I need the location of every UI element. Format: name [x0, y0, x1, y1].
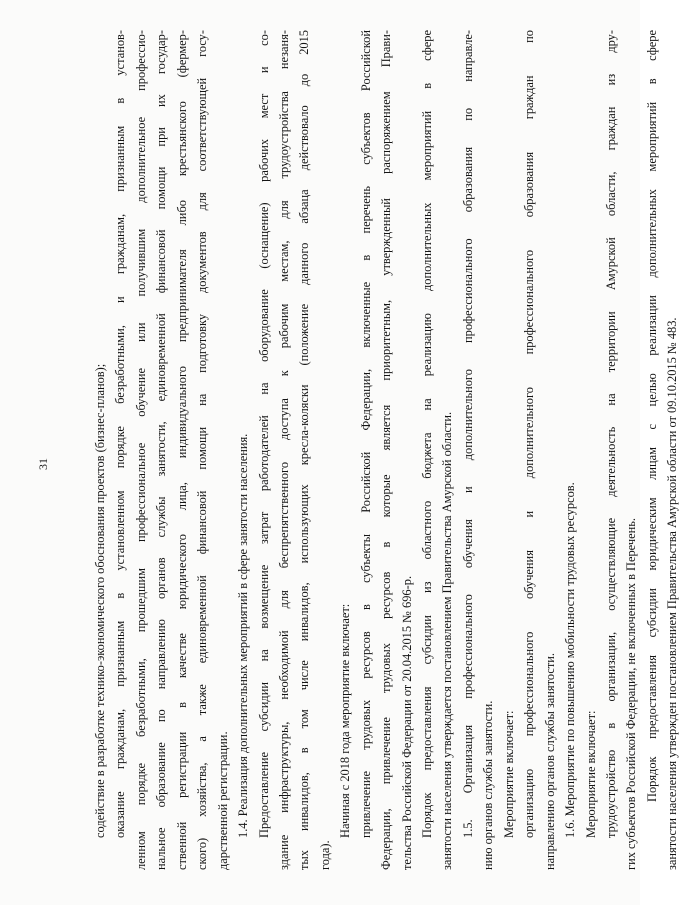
text-line: занятости населения утверждается постановлением Правительства Амурской области. — [440, 411, 455, 870]
text-line: ленном порядке безработными, прошедшим профессиональное обучение или получившим дополнительное профессио- — [133, 30, 148, 870]
text-line: ственной регистрации в качестве юридического лица, индивидуального предпринимателя либо крестьянского (фермер- — [174, 30, 189, 870]
text-line: организацию профессионального обучения и дополнительного профессионального образования граждан по — [522, 30, 537, 838]
text-line: года). — [317, 840, 332, 870]
text-line: 1.4. Реализация дополнительных мероприятий в сфере занятости населения. — [236, 433, 251, 838]
text-line: тых инвалидов, в том числе инвалидов, использующих кресла-коляски (положение данного абзаца действовало до 2015 — [297, 30, 312, 870]
text-line: Мероприятие включает: — [583, 710, 598, 838]
text-line: 1.5. Организация профессионального обучения и дополнительного профессионального образования по направле- — [460, 30, 475, 838]
text-line: привлечение трудовых ресурсов в субъекты Российской Федерации, включенные в перечень субъектов Российской — [358, 30, 373, 838]
text-line: Федерации, привлечение трудовых ресурсов в которые является приоритетным, утвержденный распоряжением Прави- — [379, 30, 394, 870]
page-number: 31 — [36, 458, 50, 470]
text-line: ского) хозяйства, а также единовременной финансовой помощи на подготовку документов для соответствующей госу- — [195, 30, 210, 870]
text-line: гих субъектов Российской Федерации, не включенных в Перечень. — [624, 518, 639, 870]
text-line: трудоустройство в организации, осуществляющие деятельность на территории Амурской области, граждан из дру- — [603, 30, 618, 838]
text-line: здание инфраструктуры, необходимой для беспрепятственного доступа к рабочим местам, для трудоустройства незаня- — [276, 30, 291, 870]
text-line: дарственной регистрации. — [215, 731, 230, 870]
text-line: тельства Российской Федерации от 20.04.2015 № 696-р. — [399, 575, 414, 870]
text-line: Мероприятие включает: — [501, 710, 516, 838]
text-line: 1.6. Мероприятие по повышению мобильности трудовых ресурсов. — [563, 482, 578, 838]
text-line: Порядок предоставления субсидии из областного бюджета на реализацию дополнительных мероприятий в сфере — [420, 30, 434, 838]
text-line: Начиная с 2018 года мероприятие включает: — [338, 603, 353, 838]
text-line: Порядок предоставления субсидии юридическим лицам с целью реализации дополнительных мероприятий в сфере — [644, 30, 659, 802]
text-line: содействие в разработке технико-экономического обоснования проектов (бизнес-планов); — [93, 363, 107, 838]
text-line: оказание гражданам, признанным в установленном порядке безработными, и гражданам, признанным в установ- — [113, 30, 128, 838]
text-line: нию органов службы занятости. — [481, 700, 496, 870]
document-body — [90, 30, 683, 870]
text-line: направлению органов службы занятости. — [542, 653, 557, 870]
text-line: нальное образование по направлению органов службы занятости, единовременной финансовой помощи при их государ- — [154, 30, 169, 870]
text-line: Предоставление субсидии на возмещение затрат работодателей на оборудование (оснащение) рабочих мест и со- — [256, 30, 271, 838]
text-line: занятости населения утвержден постановлением Правительства Амурской области от 09.10.2015 № 483. — [665, 317, 680, 870]
